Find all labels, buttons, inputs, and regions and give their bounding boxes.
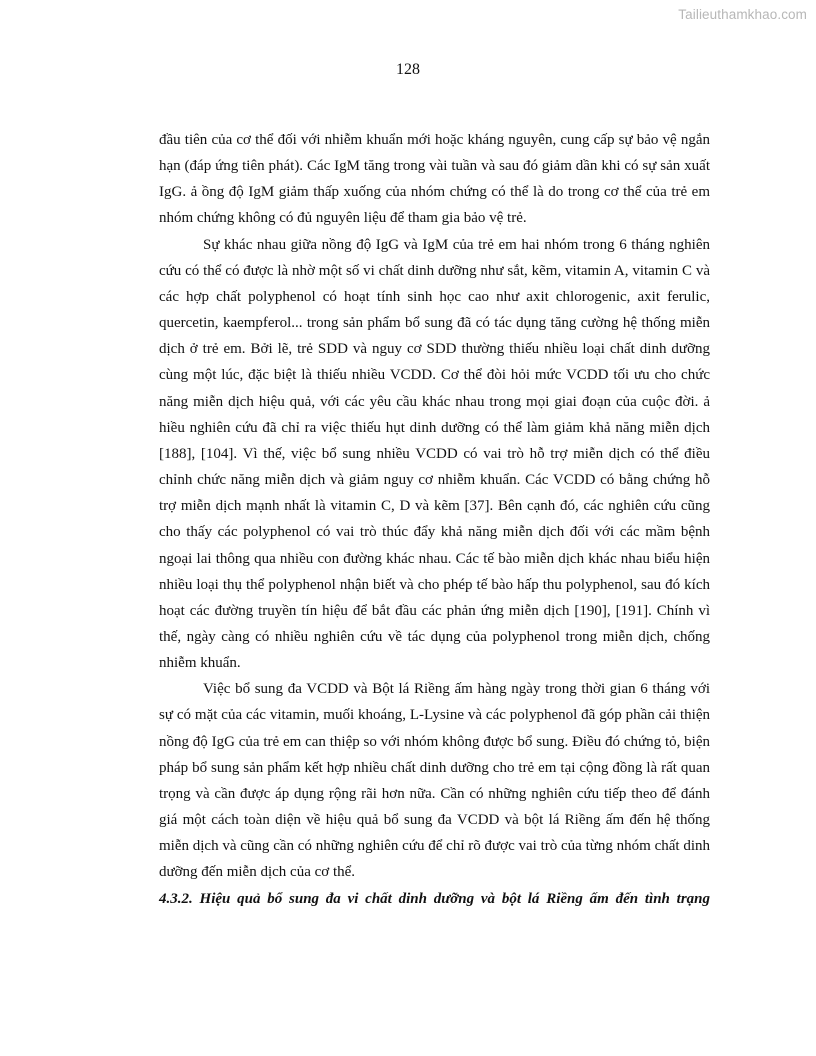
paragraph-supplementation-effect: Việc bổ sung đa VCDD và Bột lá Riềng ấm hàng ngày trong thời gian 6 tháng với sự có mặt của các vitamin, muối khoáng, L-Lysine và các polyphenol đã góp phần cải thiện nồng độ IgG của trẻ em can thiệp so với nhóm không được bổ sung. Điều đó chứng tỏ, biện pháp bổ sung sản phẩm kết hợp nhiều chất dinh dưỡng cho trẻ em tại cộng đồng là rất quan trọng và cần được áp dụng rộng rãi hơn nữa. Cần có những nghiên cứu tiếp theo để đánh giá một cách toàn diện về hiệu quả bổ sung đa VCDD và bột lá Riềng ấm đến hệ thống miễn dịch và cũng cần có những nghiên cứu để chỉ rõ được vai trò của từng nhóm chất dinh dưỡng đến miễn dịch của cơ thể. <box>159 681 710 881</box>
paragraph-immunity-differences: Sự khác nhau giữa nồng độ IgG và IgM của trẻ em hai nhóm trong 6 tháng nghiên cứu có thể có được là nhờ một số vi chất dinh dưỡng như sắt, kẽm, vitamin A, vitamin C và các hợp chất polyphenol có hoạt tính sinh học cao như axit chlorogenic, axit ferulic, quercetin, kaempferol... trong sản phẩm bổ sung đã có tác dụng tăng cường hệ thống miễn dịch ở trẻ em. Bởi lẽ, trẻ SDD và nguy cơ SDD thường thiếu nhiều loại chất dinh dưỡng cùng một lúc, đặc biệt là thiếu nhiều VCDD. Cơ thể đòi hỏi mức VCDD tối ưu cho chức năng miễn dịch hiệu quả, với các yêu cầu khác nhau trong mọi giai đoạn của cuộc đời. ả hiều nghiên cứu đã chỉ ra việc thiếu hụt dinh dưỡng có thể làm giảm khả năng miễn dịch [188], [104]. Vì thế, việc bổ sung nhiều VCDD có vai trò hỗ trợ miễn dịch có thể điều chỉnh chức năng miễn dịch và giảm nguy cơ nhiễm khuẩn. Các VCDD có bằng chứng hỗ trợ miễn dịch mạnh nhất là vitamin C, D và kẽm [37]. Bên cạnh đó, các nghiên cứu cũng cho thấy các polyphenol có vai trò thúc đẩy khả năng miễn dịch đối với các mầm bệnh ngoại lai thông qua nhiều con đường khác nhau. Các tế bào miễn dịch khác nhau biểu hiện nhiều loại thụ thể polyphenol nhận biết và cho phép tế bào hấp thu polyphenol, sau đó kích hoạt các đường truyền tín hiệu để bắt đầu các phản ứng miễn dịch [190], [191]. Chính vì thế, ngày càng có nhiều nghiên cứu về tác dụng của polyphenol trong miễn dịch, chống nhiễm khuẩn. <box>159 236 710 672</box>
paragraph-continued: đầu tiên của cơ thể đối với nhiễm khuẩn mới hoặc kháng nguyên, cung cấp sự bảo vệ ngắn hạn (đáp ứng tiên phát). Các IgM tăng trong vài tuần và sau đó giảm dần khi có sự sản xuất IgG. ả ồng độ IgM giảm thấp xuống của nhóm chứng có thể là do trong cơ thể của trẻ em nhóm chứng không có đủ nguyên liệu để tham gia bảo vệ trẻ. <box>159 132 710 227</box>
section-heading: 4.3.2. Hiệu quả bổ sung đa vi chất dinh dưỡng và bột lá Riềng ấm đến tình trạng <box>159 890 710 907</box>
page-number: 128 <box>396 61 420 78</box>
watermark: Tailieuthamkhao.com <box>678 7 807 22</box>
document-body <box>159 127 710 912</box>
